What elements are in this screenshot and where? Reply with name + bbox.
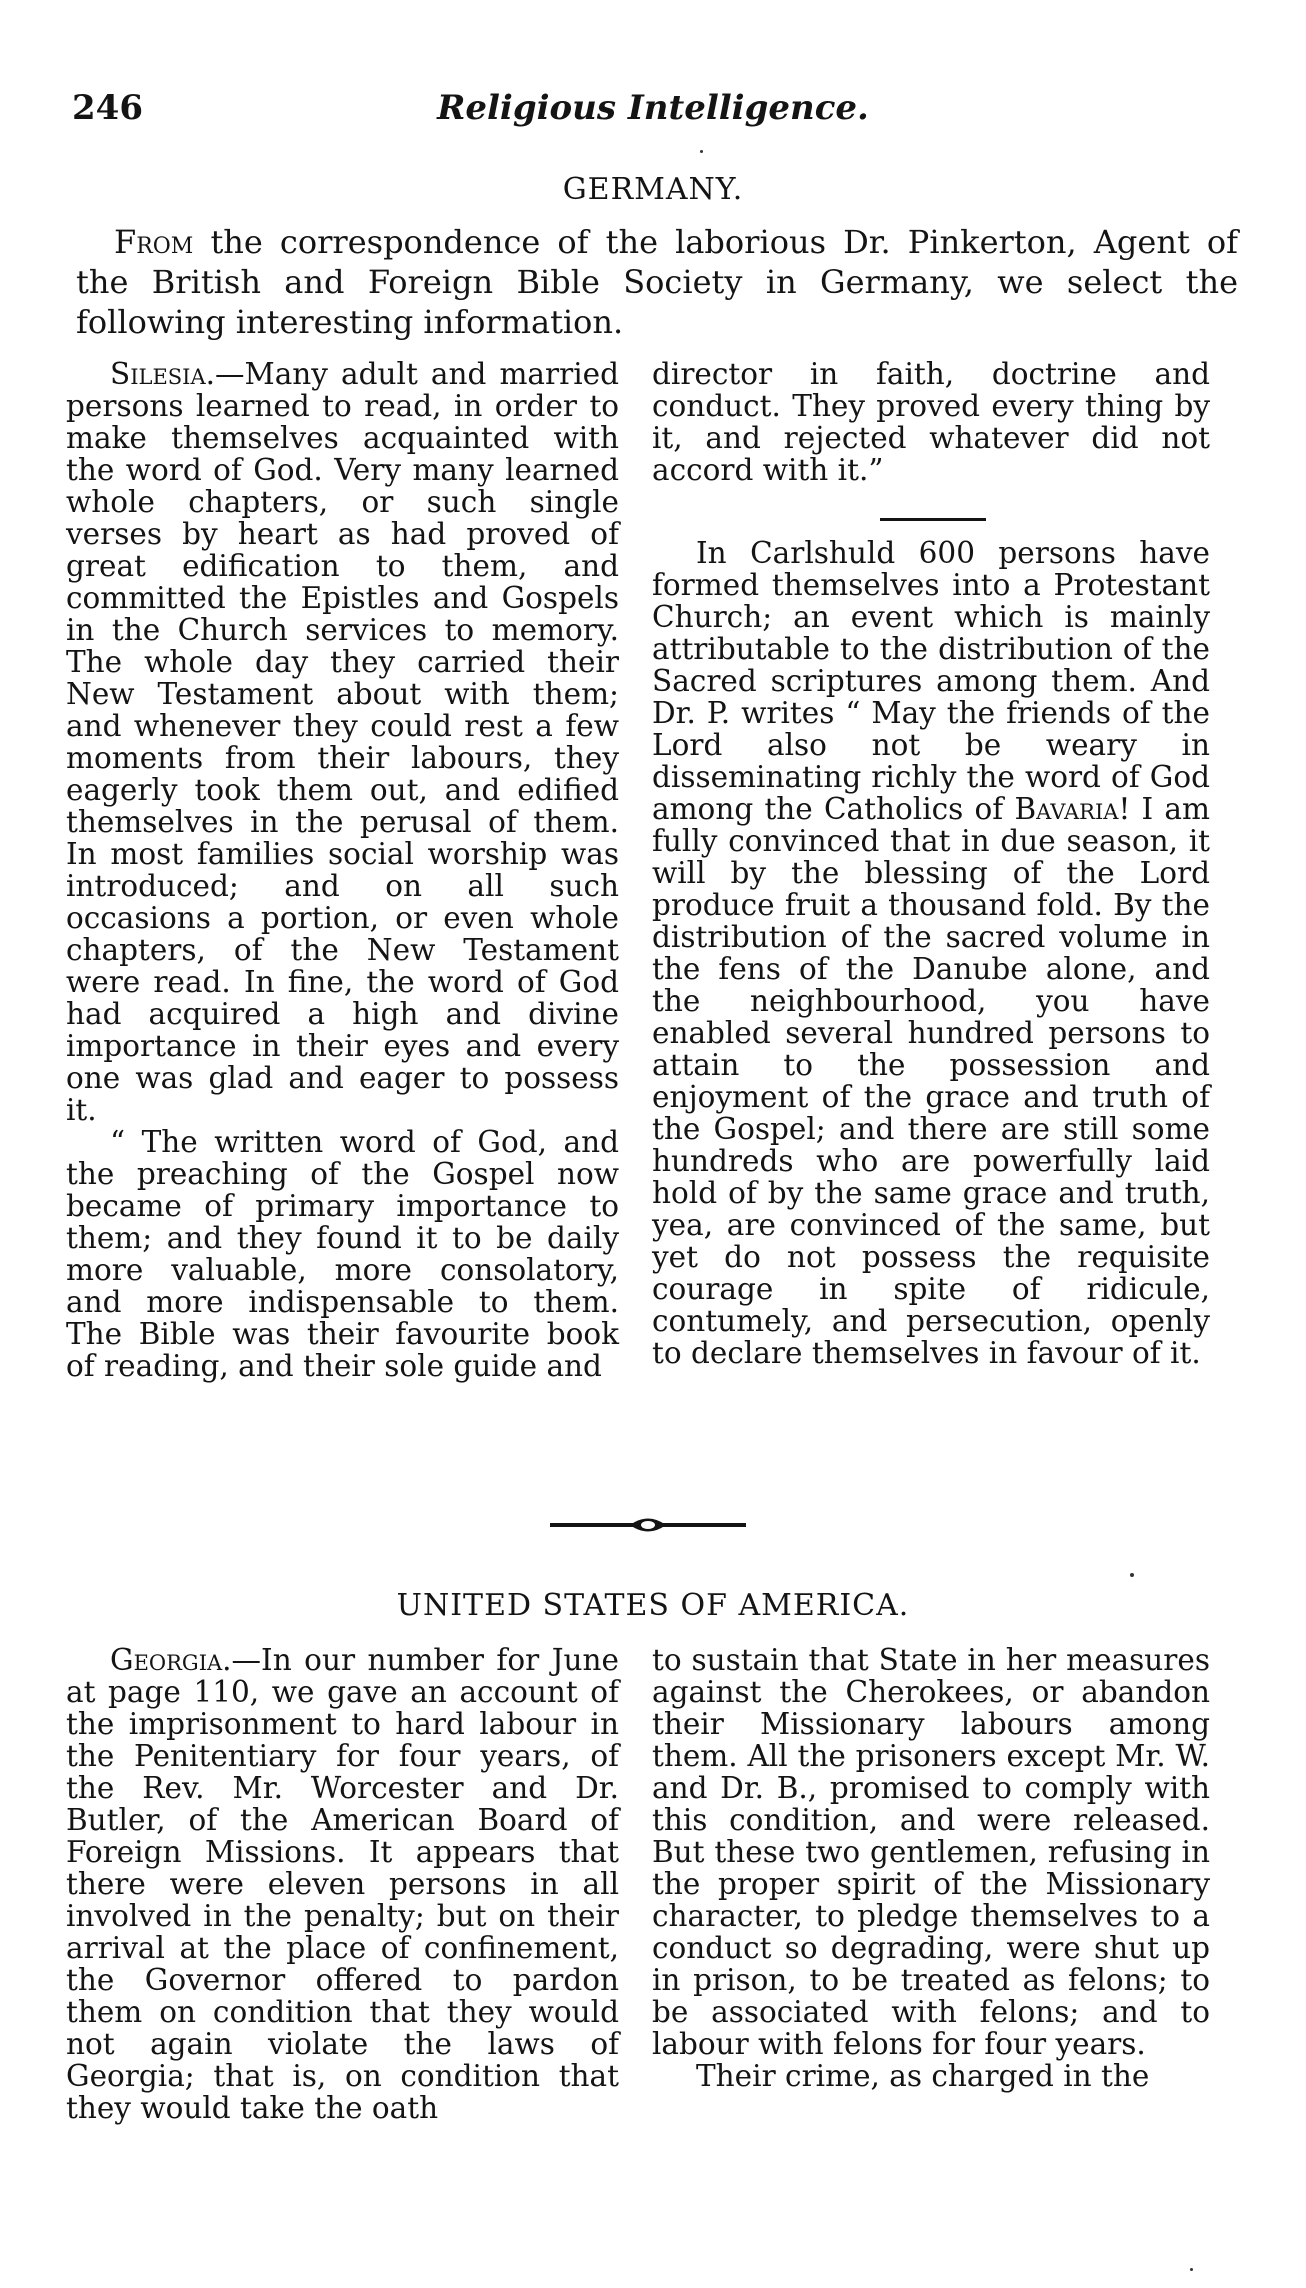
- carlshuld-text-a: In Carlshuld 600 persons have formed themselves into a Protestant Church; an event which is mainly attributable to the distribution of the Sacred scriptures among them. And Dr. P. writes “ May the friends of the Lord also not be weary in disseminating richly the word of God among the Catholics of: [652, 536, 1210, 826]
- quote-continuation: director in faith, doctrine and conduct. They proved every thing by it, and rejected whatever did not accord with it.”: [652, 357, 1210, 487]
- georgia-lead: Georgia.: [110, 1643, 232, 1677]
- page-number: 246: [72, 88, 143, 128]
- quote-paragraph: “ The written word of God, and the preaching of the Gospel now became of primary importance to them; and they found it to be daily more valuable, more consolatory, and more indispensable to them. The Bible was their favourite book of reading, and their sole guide and: [66, 1125, 619, 1383]
- column-divider-rule: [880, 518, 986, 521]
- silesia-lead: Silesia.: [110, 357, 216, 391]
- usa-heading: UNITED STATES OF AMERICA.: [396, 1588, 910, 1623]
- carlshuld-column: [652, 537, 1210, 1369]
- carlshuld-paragraph: [652, 537, 1210, 1369]
- germany-heading: GERMANY.: [562, 172, 744, 207]
- ornamental-divider: [548, 1510, 748, 1540]
- germany-left-column: [66, 358, 619, 1382]
- intro-lead: From: [114, 223, 194, 261]
- intro-text: the correspondence of the laborious Dr. Pinkerton, Agent of the British and Foreign Bible Society in Germany, we select the following interesting information.: [76, 223, 1239, 341]
- crime-paragraph: Their crime, as charged in the: [696, 2059, 1150, 2093]
- journal-title: Religious Intelligence.: [437, 88, 869, 128]
- usa-left-column: [66, 1644, 619, 2124]
- bavaria-word: Bavaria: [1014, 792, 1119, 826]
- germany-right-column: [652, 358, 1210, 486]
- carlshuld-text-b: ! I am fully convinced that in due season, it will by the blessing of the Lord produce fruit a thousand fold. By the distribution of the sacred volume in the fens of the Danube alone, and the neighbourhood, you have enabled several hundred persons to attain to the possession and enjoyment of the grace and truth of the Gospel; and there are still some hundreds who are powerfully laid hold of by the same grace and truth, yea, are convinced of the same, but yet do not possess the requisite courage in spite of ridicule, contumely, and persecution, openly to declare themselves in favour of it.: [652, 792, 1210, 1370]
- georgia-continuation: to sustain that State in her measures against the Cherokees, or abandon their Missionary labours among them. All the prisoners except Mr. W. and Dr. B., promised to comply with this condition, and were released. But these two gentlemen, refusing in the proper spirit of the Missionary character, to pledge themselves to a conduct so degrading, were shut up in prison, to be treated as felons; to be associated with felons; and to labour with felons for four years.: [652, 1643, 1210, 2061]
- georgia-paragraph: [66, 1644, 619, 2124]
- silesia-text: —Many adult and married persons learned to read, in order to make themselves acquainted with the word of God. Very many learned whole chapters, or such single verses by heart as had proved of great edification to them, and committed the Epistles and Gospels in the Church services to memory. The whole day they carried their New Testament about with them; and whenever they could rest a few moments from their labours, they eagerly took them out, and edified themselves in the perusal of them. In most families social worship was introduced; and on all such occasions a portion, or even whole chapters, of the New Testament were read. In fine, the word of God had acquired a high and divine importance in their eyes and every one was glad and eager to possess it.: [66, 357, 619, 1127]
- germany-intro: [76, 222, 1238, 342]
- usa-right-column: [652, 1644, 1210, 2092]
- silesia-paragraph: [66, 358, 619, 1126]
- print-speck: [700, 150, 703, 153]
- print-speck: [1130, 1573, 1134, 1577]
- georgia-text: —In our number for June at page 110, we gave an account of the imprisonment to hard labour in the Penitentiary for four years, of the Rev. Mr. Worcester and Dr. Butler, of the American Board of Foreign Missions. It appears that there were eleven persons in all involved in the penalty; but on their arrival at the place of confinement, the Governor offered to pardon them on condition that they would not again violate the laws of Georgia; that is, on condition that they would take the oath: [66, 1643, 619, 2125]
- running-head: [72, 88, 1234, 138]
- print-speck: [1190, 2268, 1193, 2271]
